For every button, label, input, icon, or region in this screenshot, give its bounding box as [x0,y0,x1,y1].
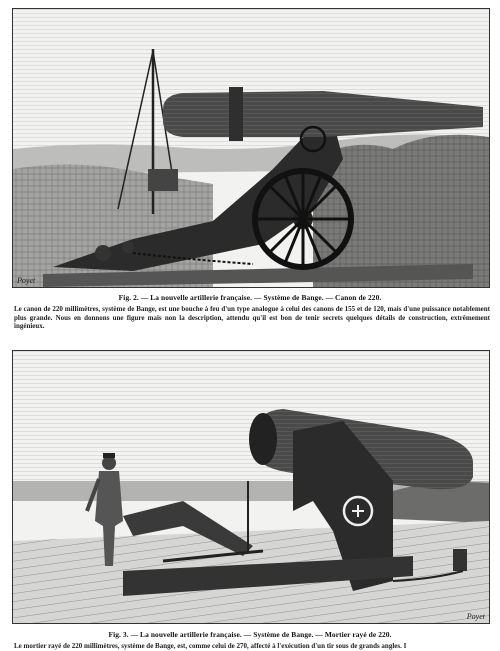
mortar-220-illustration [13,351,489,623]
figure-3-engraving [12,350,490,624]
figure-3-caption: Fig. 3. — La nouvelle artillerie française. — Système de Bange. — Mortier rayé de 220. [108,630,392,639]
figure-2-engraving [12,8,490,288]
engraver-signature: Poyet [466,612,485,621]
engraver-signature: Poyet [17,276,36,285]
figure-2-description: Le canon de 220 millimètres, système de Bange, est une bouche à feu d'un type analogue à celui des canons de 155 et de 120, mais d'une puissance notablement plus grande. Nous en donnons une figure mais non la description, attendu qu'il est bon de tenir secrets quelques détails de construction, extrêmement ingénieux. [14,305,490,331]
cannon-220-illustration [13,9,489,287]
figure-2-caption: Fig. 2. — La nouvelle artillerie française. — Système de Bange. — Canon de 220. [118,293,382,302]
figure-3-description: Le mortier rayé de 220 millimètres, système de Bange, est, comme celui de 270, affecté à l'exécution d'un tir sous de grands angles. I [14,642,407,650]
